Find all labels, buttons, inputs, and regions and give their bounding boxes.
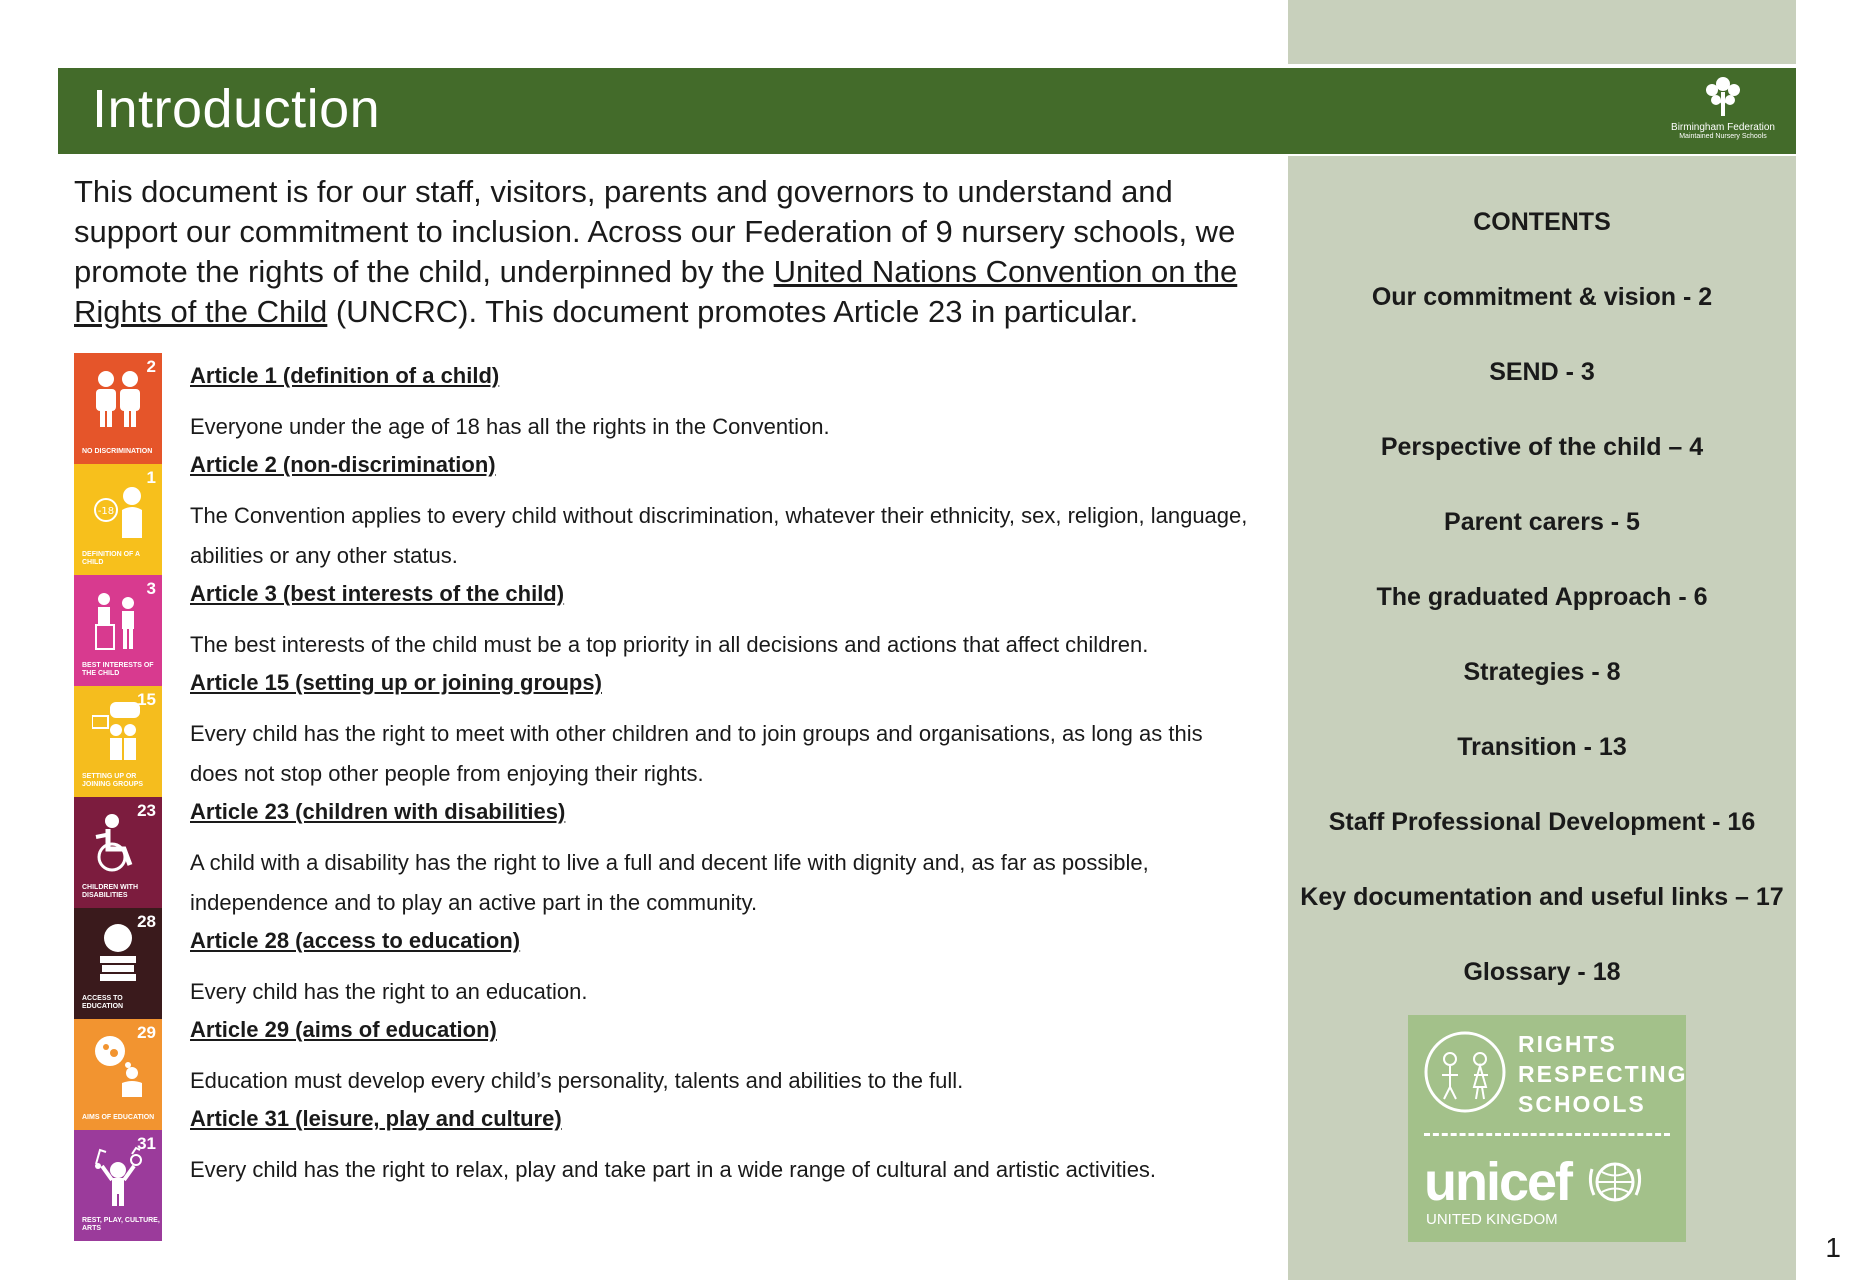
uncrc-icon-column bbox=[74, 353, 162, 1241]
article-icon-number: 28 bbox=[137, 912, 156, 931]
rrs-wording bbox=[1518, 1029, 1688, 1119]
intro-text: This document is for our staff, visitors, parents and governors to understand and support our commitment to inclusion. Across our Federation of 9 nursery schools, we promote the rights of the child, underpinned by the bbox=[74, 174, 1236, 289]
article-title: Article 23 (children with disabilities) bbox=[190, 799, 566, 824]
article-title: Article 31 (leisure, play and culture) bbox=[190, 1106, 562, 1131]
article-icon-tile bbox=[74, 908, 162, 1019]
article-description: Everyone under the age of 18 has all the rights in the Convention. bbox=[190, 414, 830, 439]
rrs-line: RIGHTS bbox=[1518, 1031, 1617, 1057]
article-entry bbox=[190, 1012, 1250, 1101]
article-icon-caption: BEST INTERESTS OF THE CHILD bbox=[82, 662, 154, 677]
uncrc-link[interactable]: United Nations Convention on the Rights of the Child bbox=[74, 254, 1238, 329]
article-icon-tile bbox=[74, 1130, 162, 1241]
contents-item[interactable]: Key documentation and useful links – 17 bbox=[1300, 883, 1784, 911]
article-title: Article 1 (definition of a child) bbox=[190, 363, 500, 388]
article-icon-number: 2 bbox=[146, 357, 156, 376]
article-description: Every child has the right to an education. bbox=[190, 979, 588, 1004]
article-icon-caption: ACCESS TO EDUCATION bbox=[82, 995, 124, 1010]
logo-subtitle: Maintained Nursery Schools bbox=[1679, 133, 1767, 140]
contents-heading: CONTENTS bbox=[1473, 208, 1611, 236]
articles-list bbox=[190, 358, 1250, 1190]
article-icon-tile bbox=[74, 464, 162, 575]
article-icon-caption: DEFINITION OF A CHILD bbox=[82, 551, 140, 566]
article-title: Article 28 (access to education) bbox=[190, 928, 521, 953]
article-description: Every child has the right to relax, play and take part in a wide range of cultural and artistic activities. bbox=[190, 1157, 1157, 1182]
unicef-country: UNITED KINGDOM bbox=[1426, 1211, 1558, 1228]
badge-divider bbox=[1424, 1133, 1670, 1136]
article-entry bbox=[190, 923, 1250, 1012]
unicef-globe-icon bbox=[1586, 1157, 1644, 1207]
rrs-line: SCHOOLS bbox=[1518, 1091, 1646, 1117]
article-entry bbox=[190, 794, 1250, 923]
article-description: A child with a disability has the right to live a full and decent life with dignity and, as far as possible, independence and to play an active part in the community. bbox=[190, 850, 1149, 915]
contents-item[interactable]: Our commitment & vision - 2 bbox=[1371, 283, 1713, 311]
contents-item[interactable]: Strategies - 8 bbox=[1463, 658, 1621, 686]
federation-logo bbox=[1658, 74, 1788, 150]
article-icon-tile bbox=[74, 575, 162, 686]
page-title: Introduction bbox=[92, 79, 381, 139]
article-entry bbox=[190, 665, 1250, 794]
article-title: Article 15 (setting up or joining groups) bbox=[190, 670, 602, 695]
article-icon-tile bbox=[74, 1019, 162, 1130]
contents-item[interactable]: Transition - 13 bbox=[1457, 733, 1627, 761]
article-icon-number: 23 bbox=[137, 801, 156, 820]
article-icon-number: 31 bbox=[137, 1134, 156, 1153]
svg-text:-18: -18 bbox=[97, 506, 115, 517]
article-icon-caption: REST, PLAY, CULTURE, ARTS bbox=[82, 1217, 160, 1232]
article-icon-caption: CHILDREN WITH DISABILITIES bbox=[82, 884, 138, 899]
contents-item[interactable]: Staff Professional Development - 16 bbox=[1328, 808, 1756, 836]
contents-item[interactable]: Parent carers - 5 bbox=[1444, 508, 1640, 536]
article-entry bbox=[190, 358, 1250, 447]
article-icon-caption: SETTING UP OR JOINING GROUPS bbox=[82, 773, 144, 788]
children-circle-icon bbox=[1422, 1029, 1508, 1115]
article-icon-tile bbox=[74, 353, 162, 464]
article-entry bbox=[190, 1101, 1250, 1190]
contents-item[interactable]: The graduated Approach - 6 bbox=[1376, 583, 1708, 611]
logo-name: Birmingham Federation bbox=[1671, 122, 1775, 133]
contents-item[interactable]: Glossary - 18 bbox=[1463, 958, 1621, 986]
title-banner bbox=[58, 68, 1796, 154]
article-description: The Convention applies to every child without discrimination, whatever their ethnicity, sex, religion, language, abilities or any other status. bbox=[190, 503, 1248, 568]
intro-paragraph bbox=[74, 172, 1244, 332]
rights-respecting-schools-badge bbox=[1408, 1015, 1686, 1242]
article-title: Article 29 (aims of education) bbox=[190, 1017, 497, 1042]
article-description: Every child has the right to meet with other children and to join groups and organisations, as long as this does not stop other people from enjoying their rights. bbox=[190, 721, 1203, 786]
page-number: 1 bbox=[1825, 1232, 1841, 1263]
article-entry bbox=[190, 576, 1250, 665]
article-icon-caption: NO DISCRIMINATION bbox=[82, 448, 153, 455]
article-title: Article 2 (non-discrimination) bbox=[190, 452, 496, 477]
tree-icon bbox=[1701, 74, 1745, 120]
article-icon-tile bbox=[74, 797, 162, 908]
contents-list bbox=[1288, 200, 1796, 1025]
contents-item[interactable]: SEND - 3 bbox=[1489, 358, 1595, 386]
rrs-line: RESPECTING bbox=[1518, 1061, 1688, 1087]
article-icon-number: 3 bbox=[146, 579, 156, 598]
unicef-wordmark: unicef bbox=[1424, 1152, 1572, 1212]
article-icon-number: 15 bbox=[137, 690, 156, 709]
contents-item[interactable]: Perspective of the child – 4 bbox=[1380, 433, 1704, 461]
article-description: The best interests of the child must be a top priority in all decisions and actions that affect children. bbox=[190, 632, 1149, 657]
article-title: Article 3 (best interests of the child) bbox=[190, 581, 565, 606]
article-icon-caption: AIMS OF EDUCATION bbox=[82, 1114, 155, 1121]
article-entry bbox=[190, 447, 1250, 576]
article-icon-tile bbox=[74, 686, 162, 797]
article-icon-number: 29 bbox=[137, 1023, 156, 1042]
article-icon-number: 1 bbox=[146, 468, 156, 487]
article-description: Education must develop every child’s personality, talents and abilities to the full. bbox=[190, 1068, 964, 1093]
intro-text-end: (UNCRC). This document promotes Article 23 in particular. bbox=[327, 294, 1139, 329]
